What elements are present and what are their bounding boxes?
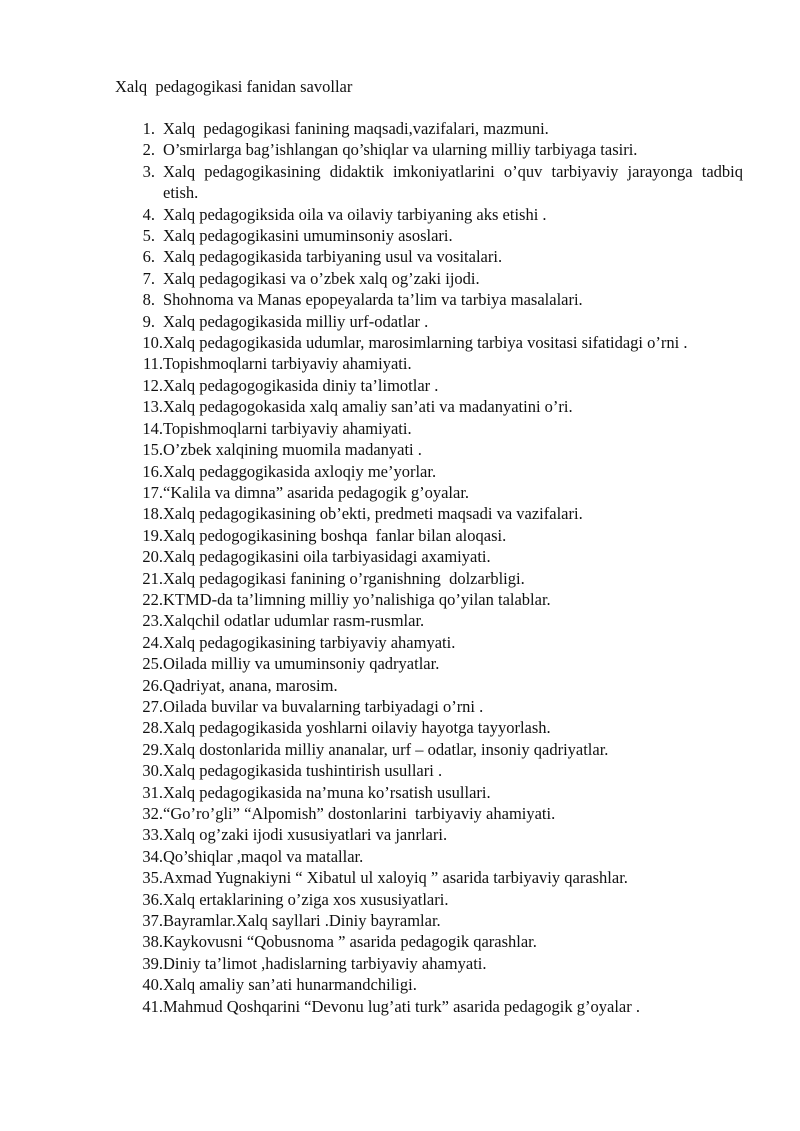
question-text: Xalq pedagogikasi fanining maqsadi,vazifalari, mazmuni. [163, 119, 549, 138]
question-number: 7. [142, 268, 155, 288]
question-item [117, 760, 743, 781]
question-item [117, 589, 743, 610]
question-item [117, 696, 743, 717]
question-number: 18. [142, 504, 163, 524]
question-number: 41. [142, 996, 163, 1016]
question-text: Xalq pedagogikasida tarbiyaning usul va vositalari. [163, 247, 503, 267]
question-number: 3. [142, 161, 155, 181]
question-item [117, 824, 743, 845]
question-item [117, 889, 743, 910]
question-number: 37. [142, 911, 163, 931]
question-item [117, 268, 743, 289]
question-number: 2. [142, 140, 155, 160]
question-number: 22. [142, 589, 163, 609]
question-item [117, 139, 743, 160]
question-item [117, 931, 743, 952]
question-item [117, 953, 743, 974]
question-number: 12. [142, 375, 163, 395]
question-text: Xalq pedagogikasida tushintirish usullari . [163, 761, 443, 781]
question-text: Oilada buvilar va buvalarning tarbiyadagi o’rni . [163, 696, 484, 716]
question-number: 38. [142, 932, 163, 952]
question-text: Shohnoma va Manas epopeyalarda ta’lim va tarbiya masalalari. [163, 290, 583, 310]
question-text: Kaykovusni “Qobusnoma ” asarida pedagogik qarashlar. [163, 932, 537, 952]
question-item [117, 332, 743, 353]
question-text: KTMD-da ta’limning milliy yo’nalishiga qo’yilan talablar. [163, 589, 551, 609]
question-item [117, 653, 743, 674]
question-text: Xalq pedagogikasida na’muna ko’rsatish usullari. [163, 782, 491, 802]
question-item [117, 118, 743, 139]
question-text: O’zbek xalqining muomila madanyati . [163, 440, 422, 460]
question-text: Xalq pedagogogikasida diniy ta’limotlar . [163, 375, 439, 395]
question-text: Qadriyat, anana, marosim. [163, 675, 338, 695]
question-text: Oilada milliy va umuminsoniy qadryatlar. [163, 654, 440, 674]
question-item [117, 353, 743, 374]
question-item [117, 311, 743, 332]
question-number: 29. [142, 739, 163, 759]
question-text: Xalq amaliy san’ati hunarmandchiligi. [163, 975, 417, 995]
question-item [117, 396, 743, 417]
question-number: 34. [142, 846, 163, 866]
question-item [117, 482, 743, 503]
question-number: 32. [142, 804, 163, 823]
question-text: “Go’ro’gli” “Alpomish” dostonlarini tarbiyaviy ahamiyati. [163, 804, 556, 823]
question-number: 14. [142, 418, 163, 438]
question-number: 4. [142, 204, 155, 224]
question-number: 25. [142, 654, 163, 674]
question-text: Topishmoqlarni tarbiyaviy ahamiyati. [163, 354, 412, 374]
question-text: Axmad Yugnakiyni “ Xibatul ul xaloyiq ” asarida tarbiyaviy qarashlar. [163, 868, 628, 888]
question-item [117, 525, 743, 546]
question-number: 17. [142, 482, 163, 502]
question-text: Topishmoqlarni tarbiyaviy ahamiyati. [163, 418, 412, 438]
question-item [117, 632, 743, 653]
question-item [117, 739, 743, 760]
question-text: Bayramlar.Xalq sayllari .Diniy bayramlar. [163, 911, 441, 931]
question-item [117, 246, 743, 267]
question-text: “Kalila va dimna” asarida pedagogik g’oyalar. [163, 482, 470, 502]
question-number: 26. [142, 675, 163, 695]
question-text: Mahmud Qoshqarini “Devonu lug’ati turk” asarida pedagogik g’oyalar . [163, 996, 640, 1016]
question-item [117, 675, 743, 696]
question-text: Diniy ta’limot ,hadislarning tarbiyaviy ahamyati. [163, 953, 487, 973]
question-number: 10. [142, 333, 163, 353]
question-number: 30. [142, 761, 163, 781]
question-number: 39. [142, 953, 163, 973]
question-text: Xalq pedagogikasini umuminsoniy asoslari. [163, 226, 453, 246]
question-list [117, 118, 748, 1017]
question-number: 24. [142, 632, 163, 652]
question-number: 13. [142, 397, 163, 417]
question-text: Xalq pedaggogikasida axloqiy me’yorlar. [163, 461, 437, 481]
question-item [117, 418, 743, 439]
question-item [117, 610, 743, 631]
question-text: Xalq pedagogikasining ob’ekti, predmeti maqsadi va vazifalari. [163, 504, 583, 524]
question-number: 27. [142, 696, 163, 716]
question-number: 1. [142, 119, 155, 138]
question-text: Xalq pedagogikasining tarbiyaviy ahamyati. [163, 632, 456, 652]
question-number: 8. [142, 290, 155, 310]
question-text: Xalq pedagogikasida udumlar, marosimlarning tarbiya vositasi sifatidagi o’rni . [163, 333, 688, 353]
question-text: Xalqchil odatlar udumlar rasm-rusmlar. [163, 611, 425, 631]
question-text: Xalq pedagogikasida yoshlarni oilaviy hayotga tayyorlash. [163, 718, 551, 738]
question-item [117, 996, 743, 1017]
question-item [117, 161, 748, 204]
question-number: 28. [142, 718, 163, 738]
question-item [117, 803, 743, 824]
question-text: Xalq pedagogikasini oila tarbiyasidagi axamiyati. [163, 547, 491, 567]
question-item [117, 974, 743, 995]
question-number: 31. [142, 782, 163, 802]
question-item [117, 717, 743, 738]
question-item [117, 439, 743, 460]
question-number: 19. [142, 525, 163, 545]
question-text: Xalq pedagogikasi fanining o’rganishning dolzarbligi. [163, 568, 525, 588]
question-item [117, 225, 743, 246]
question-text: Xalq pedagogokasida xalq amaliy san’ati va madanyatini o’ri. [163, 397, 573, 417]
question-text: Xalq pedagogikasi va o’zbek xalq og’zaki ijodi. [163, 268, 480, 288]
question-number: 35. [142, 868, 163, 888]
document-title: Xalq pedagogikasi fanidan savollar [115, 77, 353, 96]
question-number: 6. [142, 247, 155, 267]
question-number: 36. [142, 889, 163, 909]
question-number: 5. [142, 226, 155, 246]
question-text: Xalq pedagogiksida oila va oilaviy tarbiyaning aks etishi . [163, 204, 547, 224]
question-item [117, 375, 743, 396]
question-item [117, 546, 743, 567]
question-item [117, 568, 743, 589]
question-number: 40. [142, 975, 163, 995]
question-item [117, 204, 743, 225]
question-number: 15. [142, 440, 163, 460]
question-text: Xalq pedagogikasining didaktik imkoniyatlarini o’quv tarbiyaviy jarayonga tadbiq etish. [163, 161, 748, 203]
question-number: 16. [142, 461, 163, 481]
question-number: 9. [142, 311, 155, 331]
question-number: 20. [142, 547, 163, 567]
question-number: 33. [142, 825, 163, 845]
question-text: Xalq og’zaki ijodi xususiyatlari va janrlari. [163, 825, 448, 845]
question-text: O’smirlarga bag’ishlangan qo’shiqlar va ularning milliy tarbiyaga tasiri. [163, 140, 638, 160]
question-item [117, 782, 743, 803]
question-item [117, 461, 743, 482]
question-item [117, 867, 743, 888]
question-number: 11. [142, 354, 163, 374]
question-text: Xalq dostonlarida milliy ananalar, urf – odatlar, insoniy qadriyatlar. [163, 739, 609, 759]
question-item [117, 503, 743, 524]
question-text: Xalq pedogogikasining boshqa fanlar bilan aloqasi. [163, 525, 507, 545]
question-text: Xalq ertaklarining o’ziga xos xususiyatlari. [163, 889, 449, 909]
question-text: Xalq pedagogikasida milliy urf-odatlar . [163, 311, 429, 331]
question-text: Qo’shiqlar ,maqol va matallar. [163, 846, 364, 866]
question-item [117, 846, 743, 867]
question-number: 23. [142, 611, 163, 631]
question-item [117, 910, 743, 931]
question-item [117, 289, 743, 310]
question-number: 21. [142, 568, 163, 588]
